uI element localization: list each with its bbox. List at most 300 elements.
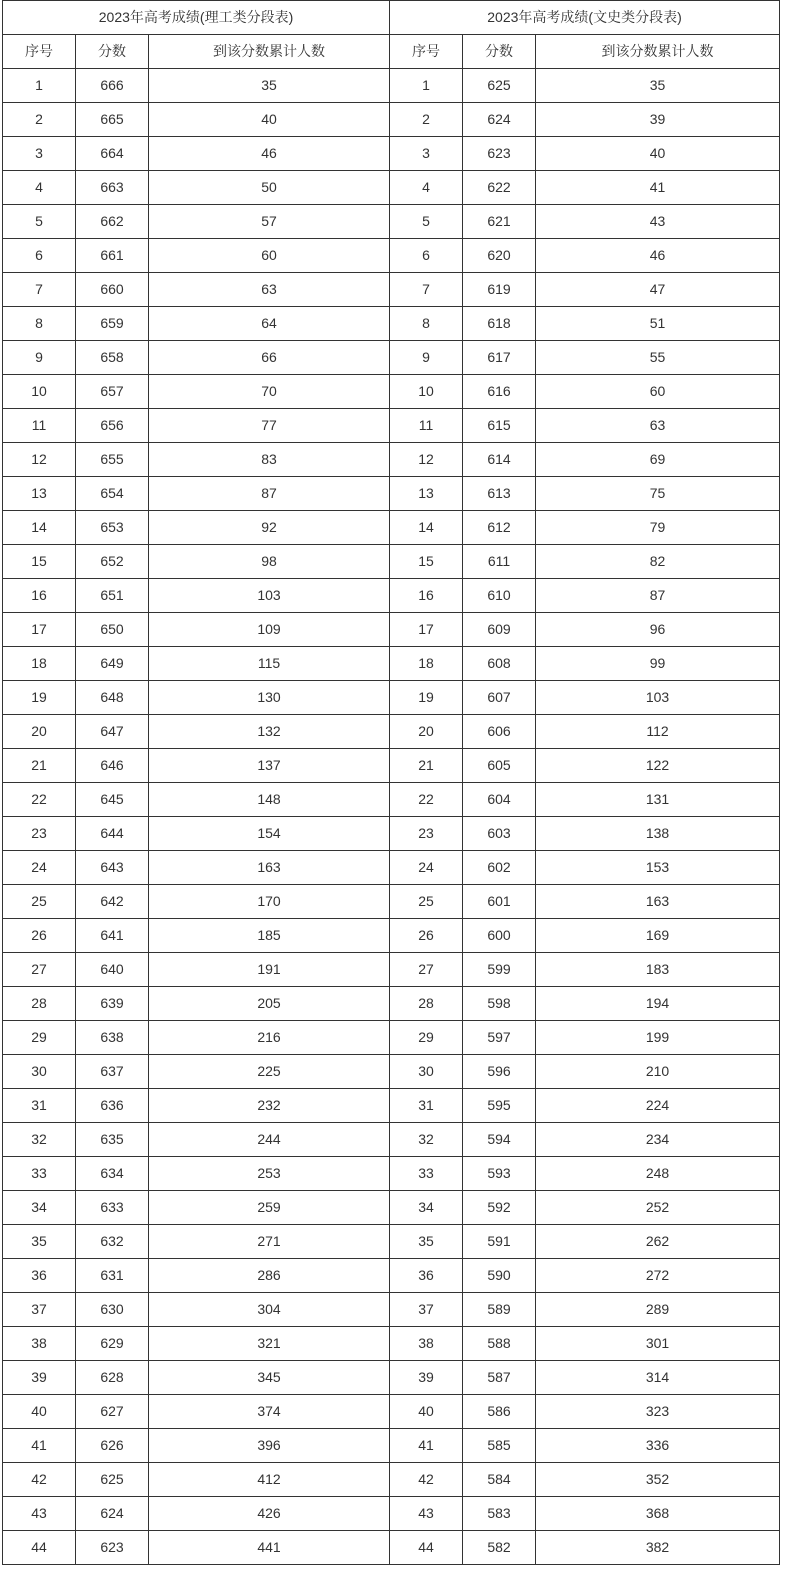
science-cumulative-cell: 244	[149, 1123, 390, 1157]
science-rank-cell: 26	[3, 919, 76, 953]
table-row	[3, 1361, 780, 1395]
arts-cumulative-cell: 122	[536, 749, 780, 783]
arts-cumulative-cell: 382	[536, 1531, 780, 1565]
science-rank-cell: 5	[3, 205, 76, 239]
arts-score-cell: 583	[463, 1497, 536, 1531]
science-score-cell: 656	[76, 409, 149, 443]
science-rank-cell: 3	[3, 137, 76, 171]
arts-score-cell: 595	[463, 1089, 536, 1123]
science-score-cell: 638	[76, 1021, 149, 1055]
science-cumulative-cell: 83	[149, 443, 390, 477]
arts-score-cell: 606	[463, 715, 536, 749]
science-cumulative-cell: 185	[149, 919, 390, 953]
table-row	[3, 307, 780, 341]
table-row	[3, 817, 780, 851]
science-cumulative-cell: 191	[149, 953, 390, 987]
science-score-cell: 651	[76, 579, 149, 613]
science-score-cell: 629	[76, 1327, 149, 1361]
science-rank-cell: 44	[3, 1531, 76, 1565]
table-row	[3, 239, 780, 273]
table-row	[3, 1157, 780, 1191]
science-cumulative-cell: 271	[149, 1225, 390, 1259]
arts-score-cell: 593	[463, 1157, 536, 1191]
science-score-cell: 636	[76, 1089, 149, 1123]
table-row	[3, 783, 780, 817]
arts-cumulative-cell: 41	[536, 171, 780, 205]
science-cumulative-cell: 64	[149, 307, 390, 341]
table-row	[3, 1055, 780, 1089]
arts-rank-cell: 24	[390, 851, 463, 885]
science-score-cell: 663	[76, 171, 149, 205]
science-cumulative-cell: 50	[149, 171, 390, 205]
science-rank-cell: 20	[3, 715, 76, 749]
arts-score-cell: 624	[463, 103, 536, 137]
science-score-cell: 626	[76, 1429, 149, 1463]
science-score-cell: 624	[76, 1497, 149, 1531]
science-score-cell: 631	[76, 1259, 149, 1293]
arts-rank-header: 序号	[390, 35, 463, 69]
science-cumulative-cell: 286	[149, 1259, 390, 1293]
science-score-cell: 623	[76, 1531, 149, 1565]
science-rank-cell: 7	[3, 273, 76, 307]
science-cumulative-cell: 148	[149, 783, 390, 817]
science-score-cell: 640	[76, 953, 149, 987]
arts-cumulative-cell: 272	[536, 1259, 780, 1293]
science-score-cell: 634	[76, 1157, 149, 1191]
arts-score-cell: 598	[463, 987, 536, 1021]
science-cumulative-cell: 98	[149, 545, 390, 579]
science-cumulative-cell: 259	[149, 1191, 390, 1225]
arts-rank-cell: 35	[390, 1225, 463, 1259]
arts-rank-cell: 20	[390, 715, 463, 749]
arts-rank-cell: 6	[390, 239, 463, 273]
science-score-cell: 661	[76, 239, 149, 273]
science-score-cell: 660	[76, 273, 149, 307]
science-rank-cell: 23	[3, 817, 76, 851]
science-score-cell: 646	[76, 749, 149, 783]
science-table-title: 2023年高考成绩(理工类分段表)	[3, 1, 390, 35]
science-rank-cell: 24	[3, 851, 76, 885]
arts-cumulative-cell: 39	[536, 103, 780, 137]
arts-cumulative-cell: 368	[536, 1497, 780, 1531]
arts-score-cell: 607	[463, 681, 536, 715]
arts-rank-cell: 26	[390, 919, 463, 953]
arts-score-cell: 582	[463, 1531, 536, 1565]
arts-rank-cell: 3	[390, 137, 463, 171]
science-score-cell: 662	[76, 205, 149, 239]
table-row	[3, 1225, 780, 1259]
table-row	[3, 919, 780, 953]
score-distribution-table	[2, 0, 780, 1565]
arts-rank-cell: 36	[390, 1259, 463, 1293]
arts-score-cell: 587	[463, 1361, 536, 1395]
science-cumulative-cell: 132	[149, 715, 390, 749]
science-rank-cell: 10	[3, 375, 76, 409]
arts-score-cell: 597	[463, 1021, 536, 1055]
science-score-cell: 642	[76, 885, 149, 919]
arts-rank-cell: 22	[390, 783, 463, 817]
table-row	[3, 103, 780, 137]
arts-cumulative-cell: 82	[536, 545, 780, 579]
science-rank-cell: 30	[3, 1055, 76, 1089]
arts-cumulative-cell: 43	[536, 205, 780, 239]
arts-rank-cell: 27	[390, 953, 463, 987]
arts-score-cell: 592	[463, 1191, 536, 1225]
table-row	[3, 1293, 780, 1327]
table-row	[3, 1259, 780, 1293]
arts-cumulative-cell: 103	[536, 681, 780, 715]
arts-score-cell: 586	[463, 1395, 536, 1429]
arts-rank-cell: 30	[390, 1055, 463, 1089]
arts-score-cell: 617	[463, 341, 536, 375]
arts-cumulative-cell: 199	[536, 1021, 780, 1055]
arts-score-cell: 608	[463, 647, 536, 681]
science-rank-cell: 38	[3, 1327, 76, 1361]
science-rank-cell: 35	[3, 1225, 76, 1259]
science-rank-cell: 12	[3, 443, 76, 477]
arts-rank-cell: 43	[390, 1497, 463, 1531]
science-rank-cell: 22	[3, 783, 76, 817]
science-score-cell: 648	[76, 681, 149, 715]
table-row	[3, 1021, 780, 1055]
arts-rank-cell: 11	[390, 409, 463, 443]
science-score-cell: 653	[76, 511, 149, 545]
science-rank-cell: 43	[3, 1497, 76, 1531]
science-score-cell: 657	[76, 375, 149, 409]
arts-score-cell: 623	[463, 137, 536, 171]
science-rank-cell: 15	[3, 545, 76, 579]
arts-table-title: 2023年高考成绩(文史类分段表)	[390, 1, 780, 35]
science-cumulative-cell: 130	[149, 681, 390, 715]
arts-rank-cell: 29	[390, 1021, 463, 1055]
science-score-cell: 637	[76, 1055, 149, 1089]
arts-rank-cell: 18	[390, 647, 463, 681]
science-rank-cell: 37	[3, 1293, 76, 1327]
science-rank-cell: 32	[3, 1123, 76, 1157]
science-cumulative-cell: 57	[149, 205, 390, 239]
science-cumulative-cell: 396	[149, 1429, 390, 1463]
table-row	[3, 1463, 780, 1497]
science-cumulative-cell: 137	[149, 749, 390, 783]
science-cumulative-cell: 77	[149, 409, 390, 443]
arts-score-cell: 588	[463, 1327, 536, 1361]
science-score-cell: 643	[76, 851, 149, 885]
arts-rank-cell: 31	[390, 1089, 463, 1123]
arts-cumulative-cell: 69	[536, 443, 780, 477]
science-rank-cell: 2	[3, 103, 76, 137]
arts-rank-cell: 12	[390, 443, 463, 477]
science-cumulative-cell: 304	[149, 1293, 390, 1327]
science-rank-cell: 42	[3, 1463, 76, 1497]
science-cumulative-cell: 70	[149, 375, 390, 409]
science-score-cell: 633	[76, 1191, 149, 1225]
science-rank-cell: 29	[3, 1021, 76, 1055]
arts-cumulative-cell: 336	[536, 1429, 780, 1463]
arts-cumulative-cell: 252	[536, 1191, 780, 1225]
science-score-cell: 652	[76, 545, 149, 579]
science-cumulative-cell: 253	[149, 1157, 390, 1191]
science-cumulative-cell: 115	[149, 647, 390, 681]
table-row	[3, 443, 780, 477]
arts-rank-cell: 13	[390, 477, 463, 511]
table-row	[3, 987, 780, 1021]
table-body	[3, 69, 780, 1565]
arts-score-cell: 625	[463, 69, 536, 103]
arts-rank-cell: 19	[390, 681, 463, 715]
arts-score-header: 分数	[463, 35, 536, 69]
arts-cumulative-cell: 35	[536, 69, 780, 103]
science-rank-cell: 41	[3, 1429, 76, 1463]
table-row	[3, 69, 780, 103]
arts-rank-cell: 9	[390, 341, 463, 375]
arts-rank-cell: 21	[390, 749, 463, 783]
science-score-cell: 632	[76, 1225, 149, 1259]
arts-score-cell: 599	[463, 953, 536, 987]
arts-rank-cell: 39	[390, 1361, 463, 1395]
table-row	[3, 511, 780, 545]
arts-score-cell: 605	[463, 749, 536, 783]
arts-score-cell: 603	[463, 817, 536, 851]
science-score-cell: 641	[76, 919, 149, 953]
science-cumulative-cell: 46	[149, 137, 390, 171]
arts-rank-cell: 37	[390, 1293, 463, 1327]
science-rank-cell: 16	[3, 579, 76, 613]
arts-score-cell: 590	[463, 1259, 536, 1293]
science-cumulative-cell: 163	[149, 851, 390, 885]
table-row	[3, 1123, 780, 1157]
arts-cumulative-cell: 248	[536, 1157, 780, 1191]
science-cumulative-cell: 205	[149, 987, 390, 1021]
arts-cumulative-cell: 194	[536, 987, 780, 1021]
table-row	[3, 885, 780, 919]
arts-rank-cell: 17	[390, 613, 463, 647]
arts-cumulative-cell: 47	[536, 273, 780, 307]
science-score-cell: 664	[76, 137, 149, 171]
table-row	[3, 375, 780, 409]
table-row	[3, 1089, 780, 1123]
science-score-header: 分数	[76, 35, 149, 69]
arts-cumulative-cell: 131	[536, 783, 780, 817]
science-rank-cell: 40	[3, 1395, 76, 1429]
science-score-cell: 630	[76, 1293, 149, 1327]
arts-cumulative-cell: 210	[536, 1055, 780, 1089]
arts-cumulative-cell: 262	[536, 1225, 780, 1259]
arts-rank-cell: 2	[390, 103, 463, 137]
table-row	[3, 749, 780, 783]
arts-score-cell: 620	[463, 239, 536, 273]
arts-cumulative-cell: 163	[536, 885, 780, 919]
arts-cumulative-cell: 96	[536, 613, 780, 647]
science-cumulative-cell: 225	[149, 1055, 390, 1089]
science-rank-cell: 9	[3, 341, 76, 375]
science-rank-cell: 19	[3, 681, 76, 715]
science-rank-cell: 31	[3, 1089, 76, 1123]
arts-cumulative-cell: 169	[536, 919, 780, 953]
science-score-cell: 658	[76, 341, 149, 375]
arts-score-cell: 618	[463, 307, 536, 341]
science-score-cell: 635	[76, 1123, 149, 1157]
science-rank-cell: 8	[3, 307, 76, 341]
arts-score-cell: 589	[463, 1293, 536, 1327]
arts-cumulative-cell: 323	[536, 1395, 780, 1429]
table-row	[3, 681, 780, 715]
arts-score-cell: 621	[463, 205, 536, 239]
arts-cumulative-cell: 99	[536, 647, 780, 681]
science-score-cell: 655	[76, 443, 149, 477]
science-score-cell: 625	[76, 1463, 149, 1497]
arts-cumulative-cell: 183	[536, 953, 780, 987]
arts-cumulative-cell: 352	[536, 1463, 780, 1497]
table-row	[3, 137, 780, 171]
arts-rank-cell: 33	[390, 1157, 463, 1191]
table-row	[3, 1429, 780, 1463]
science-score-cell: 644	[76, 817, 149, 851]
science-cumulative-cell: 216	[149, 1021, 390, 1055]
arts-rank-cell: 40	[390, 1395, 463, 1429]
science-cumulative-cell: 232	[149, 1089, 390, 1123]
arts-score-cell: 611	[463, 545, 536, 579]
arts-rank-cell: 32	[390, 1123, 463, 1157]
arts-score-cell: 619	[463, 273, 536, 307]
science-cumulative-cell: 321	[149, 1327, 390, 1361]
science-rank-header: 序号	[3, 35, 76, 69]
science-score-cell: 666	[76, 69, 149, 103]
arts-cumulative-cell: 60	[536, 375, 780, 409]
science-cumulative-cell: 66	[149, 341, 390, 375]
science-score-cell: 654	[76, 477, 149, 511]
science-rank-cell: 28	[3, 987, 76, 1021]
science-rank-cell: 27	[3, 953, 76, 987]
arts-rank-cell: 10	[390, 375, 463, 409]
arts-rank-cell: 5	[390, 205, 463, 239]
arts-cumulative-cell: 224	[536, 1089, 780, 1123]
science-cumulative-cell: 170	[149, 885, 390, 919]
arts-cumulative-cell: 40	[536, 137, 780, 171]
science-rank-cell: 13	[3, 477, 76, 511]
science-cumulative-cell: 426	[149, 1497, 390, 1531]
arts-score-cell: 601	[463, 885, 536, 919]
science-rank-cell: 39	[3, 1361, 76, 1395]
science-rank-cell: 34	[3, 1191, 76, 1225]
science-cumulative-cell: 412	[149, 1463, 390, 1497]
arts-score-cell: 614	[463, 443, 536, 477]
science-rank-cell: 33	[3, 1157, 76, 1191]
table-row	[3, 613, 780, 647]
science-score-cell: 628	[76, 1361, 149, 1395]
arts-score-cell: 615	[463, 409, 536, 443]
science-cumulative-cell: 60	[149, 239, 390, 273]
arts-cumulative-cell: 46	[536, 239, 780, 273]
arts-rank-cell: 44	[390, 1531, 463, 1565]
science-cumulative-cell: 441	[149, 1531, 390, 1565]
science-score-cell: 650	[76, 613, 149, 647]
science-cumulative-cell: 63	[149, 273, 390, 307]
science-cumulative-cell: 92	[149, 511, 390, 545]
arts-rank-cell: 23	[390, 817, 463, 851]
arts-rank-cell: 38	[390, 1327, 463, 1361]
science-cumulative-cell: 374	[149, 1395, 390, 1429]
arts-rank-cell: 16	[390, 579, 463, 613]
arts-score-cell: 613	[463, 477, 536, 511]
science-rank-cell: 6	[3, 239, 76, 273]
arts-cumulative-cell: 87	[536, 579, 780, 613]
arts-cumulative-cell: 314	[536, 1361, 780, 1395]
table-header-row	[3, 35, 780, 69]
table-row	[3, 545, 780, 579]
arts-cumulative-cell: 138	[536, 817, 780, 851]
science-score-cell: 645	[76, 783, 149, 817]
arts-cumulative-cell: 153	[536, 851, 780, 885]
science-cumulative-cell: 40	[149, 103, 390, 137]
table-row	[3, 647, 780, 681]
arts-score-cell: 585	[463, 1429, 536, 1463]
science-score-cell: 659	[76, 307, 149, 341]
table-row	[3, 171, 780, 205]
science-score-cell: 639	[76, 987, 149, 1021]
arts-rank-cell: 4	[390, 171, 463, 205]
table-row	[3, 477, 780, 511]
arts-score-cell: 591	[463, 1225, 536, 1259]
arts-cumulative-cell: 63	[536, 409, 780, 443]
table-row	[3, 205, 780, 239]
table-row	[3, 1497, 780, 1531]
arts-score-cell: 596	[463, 1055, 536, 1089]
table-row	[3, 1327, 780, 1361]
arts-cumulative-cell: 289	[536, 1293, 780, 1327]
science-cumulative-cell: 35	[149, 69, 390, 103]
table-row	[3, 341, 780, 375]
science-cumulative-cell: 103	[149, 579, 390, 613]
arts-score-cell: 616	[463, 375, 536, 409]
table-row	[3, 715, 780, 749]
table-row	[3, 851, 780, 885]
science-cumulative-header: 到该分数累计人数	[149, 35, 390, 69]
table-row	[3, 1395, 780, 1429]
science-rank-cell: 14	[3, 511, 76, 545]
table-row	[3, 409, 780, 443]
science-score-cell: 647	[76, 715, 149, 749]
arts-score-cell: 602	[463, 851, 536, 885]
arts-score-cell: 622	[463, 171, 536, 205]
science-rank-cell: 36	[3, 1259, 76, 1293]
arts-cumulative-cell: 112	[536, 715, 780, 749]
science-rank-cell: 11	[3, 409, 76, 443]
arts-rank-cell: 41	[390, 1429, 463, 1463]
science-rank-cell: 21	[3, 749, 76, 783]
arts-cumulative-header: 到该分数累计人数	[536, 35, 780, 69]
arts-rank-cell: 8	[390, 307, 463, 341]
science-rank-cell: 1	[3, 69, 76, 103]
arts-rank-cell: 25	[390, 885, 463, 919]
science-cumulative-cell: 109	[149, 613, 390, 647]
science-cumulative-cell: 87	[149, 477, 390, 511]
arts-score-cell: 609	[463, 613, 536, 647]
arts-score-cell: 584	[463, 1463, 536, 1497]
arts-score-cell: 612	[463, 511, 536, 545]
arts-rank-cell: 7	[390, 273, 463, 307]
table-row	[3, 1191, 780, 1225]
science-cumulative-cell: 345	[149, 1361, 390, 1395]
arts-score-cell: 610	[463, 579, 536, 613]
arts-cumulative-cell: 301	[536, 1327, 780, 1361]
table-row	[3, 1531, 780, 1565]
arts-score-cell: 600	[463, 919, 536, 953]
arts-rank-cell: 28	[390, 987, 463, 1021]
science-rank-cell: 4	[3, 171, 76, 205]
science-rank-cell: 17	[3, 613, 76, 647]
science-rank-cell: 18	[3, 647, 76, 681]
arts-rank-cell: 14	[390, 511, 463, 545]
